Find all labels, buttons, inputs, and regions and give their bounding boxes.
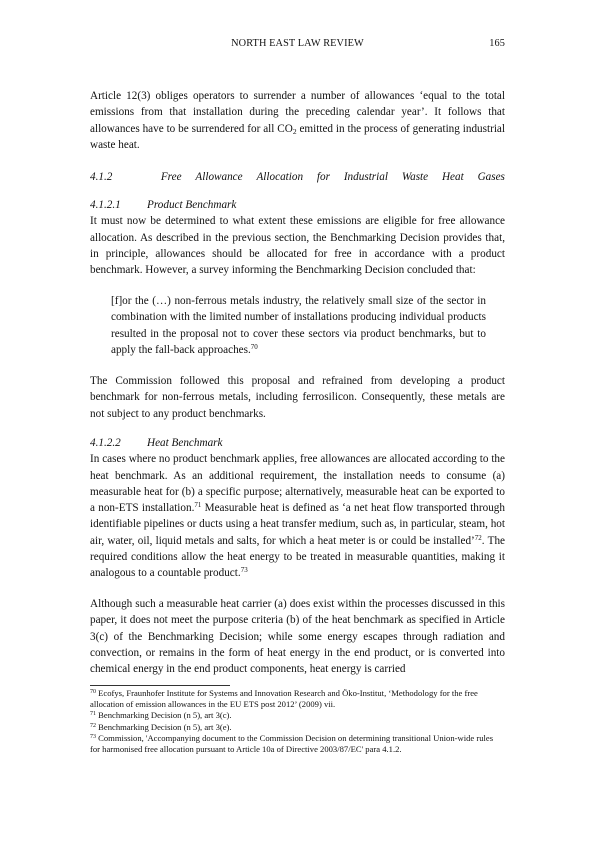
- heading-word: Heat: [441, 171, 464, 183]
- block-quote: [90, 293, 505, 358]
- paragraph-5-text: Although such a measurable heat carrier (a) does exist within the processes discussed in this paper, it does not meet the purpose criteria (b) of the heat benchmark as specified in Article 3(c) of the Benchmarking Decision; while some energy escapes through radiation and convection, or remains in the form of heat energy in the end product, or is converted into chemical energy in the end product components, heat energy is carried: [90, 598, 505, 676]
- running-header: [90, 38, 505, 52]
- footnote-text: Commission, 'Accompanying document to the Commission Decision on determining transitional Union-wide rules for harmonised free allocation pursuant to Article 10a of Directive 2003/87/EC' para 4.1.2.: [90, 732, 494, 755]
- quote-text: [f]or the (…) non-ferrous metals industry, the relatively small size of the sector in combination with the limited number of installations producing individual products resulted in the proposal not to cover these sectors via product benchmarks, but to apply the fall-back approaches.: [111, 295, 486, 356]
- paragraph-3: [90, 373, 505, 422]
- footnote-ref-73[interactable]: 73: [240, 566, 248, 575]
- co2-subscript: 2: [292, 126, 297, 136]
- footnote-text: Ecofys, Fraunhofer Institute for Systems and Innovation Research and Öko-Institut, ‘Methodology for the free allocation of emission allowances in the EU ETS post 2012’ (2009) vii.: [90, 688, 478, 710]
- section-4-1-2-1: [90, 197, 505, 278]
- journal-title: NORTH EAST LAW REVIEW: [231, 38, 364, 49]
- heading-4-1-2-1: [90, 197, 505, 213]
- heading-4-1-2: [90, 169, 505, 185]
- footnote-number: 71: [90, 711, 96, 718]
- heading-number: 4.1.2.1: [90, 199, 121, 211]
- footnote-text: Benchmarking Decision (n 5), art 3(c).: [98, 710, 232, 721]
- heading-word: for: [316, 171, 330, 183]
- heading-title: Product Benchmark: [147, 199, 237, 211]
- footnote-number: 72: [90, 722, 96, 729]
- footnote-divider: [90, 685, 230, 686]
- paragraph-2: It must now be determined to what extent these emissions are eligible for free allowance allocation. As described in the previous section, the Benchmarking Decision provides that, in principle, allowances should be allocated for free in accordance with a product benchmark. However, a survey informing the Benchmarking Decision concluded that:: [90, 215, 505, 277]
- heading-number: 4.1.2.2: [90, 437, 121, 449]
- footnote-72: [90, 722, 505, 733]
- paragraph-5: [90, 596, 505, 677]
- footnote-number: 70: [90, 689, 96, 695]
- heading-number: 4.1.2: [90, 171, 113, 183]
- heading-word: Gases: [477, 171, 505, 183]
- footnote-text: Benchmarking Decision (n 5), art 3(e).: [98, 721, 232, 732]
- footnote-ref-70[interactable]: 70: [250, 342, 258, 351]
- page-number: 165: [489, 38, 505, 49]
- paragraph-1-text-b: emitted in the process of generating industrial waste heat.: [90, 122, 506, 151]
- footnote-number: 73: [90, 733, 96, 740]
- paragraph-1-text-a: Article 12(3) obliges operators to surrender a number of allowances ‘equal to the total emissions from that installation during the preceding calendar year’. It follows that allowances have to be surrendered for all CO: [90, 90, 505, 135]
- section-4-1-2-2: [90, 435, 505, 582]
- paragraph-3-text: The Commission followed this proposal and refrained from developing a product benchmark for non-ferrous metals, including ferrosilicon. Consequently, these metals are not subject to any product benchmarks.: [90, 375, 505, 420]
- paragraph-4: [90, 451, 505, 581]
- footnote-ref-72[interactable]: 72: [474, 533, 482, 542]
- paragraph-4-text-c: . The required conditions allow the heat energy to be treated in measurable quantities, making it analogous to a countable product.: [90, 534, 505, 580]
- heading-title: Heat Benchmark: [147, 437, 223, 449]
- footnote-ref-71[interactable]: 71: [194, 501, 202, 510]
- footnotes: [90, 688, 505, 755]
- footnote-73: [90, 733, 505, 755]
- footnote-70: [90, 688, 505, 710]
- footnote-71: [90, 710, 505, 721]
- heading-word: Allowance: [195, 171, 243, 183]
- paragraph-1: [90, 88, 505, 153]
- heading-word: Allocation: [256, 171, 304, 183]
- heading-word: Free: [160, 171, 182, 183]
- paragraph-4-text-a: In cases where no product benchmark applies, free allowances are allocated according to the heat benchmark. As an additional requirement, the installation needs to consume (a) measurable heat for (b) a specific purpose; alternatively, measurable heat can be exported to a non-ETS installation.: [90, 453, 505, 515]
- paragraph-4-text-b: Measurable heat is defined as ‘a net heat flow transported through identifiable pipelines or ducts using a heat transfer medium, such as, in particular, steam, hot air, water, oil, liquid metals and salts, for which a heat meter is or could be installed’: [90, 502, 505, 547]
- heading-4-1-2-2: [90, 435, 505, 451]
- heading-word: Waste: [401, 171, 429, 183]
- heading-word: Industrial: [343, 171, 388, 183]
